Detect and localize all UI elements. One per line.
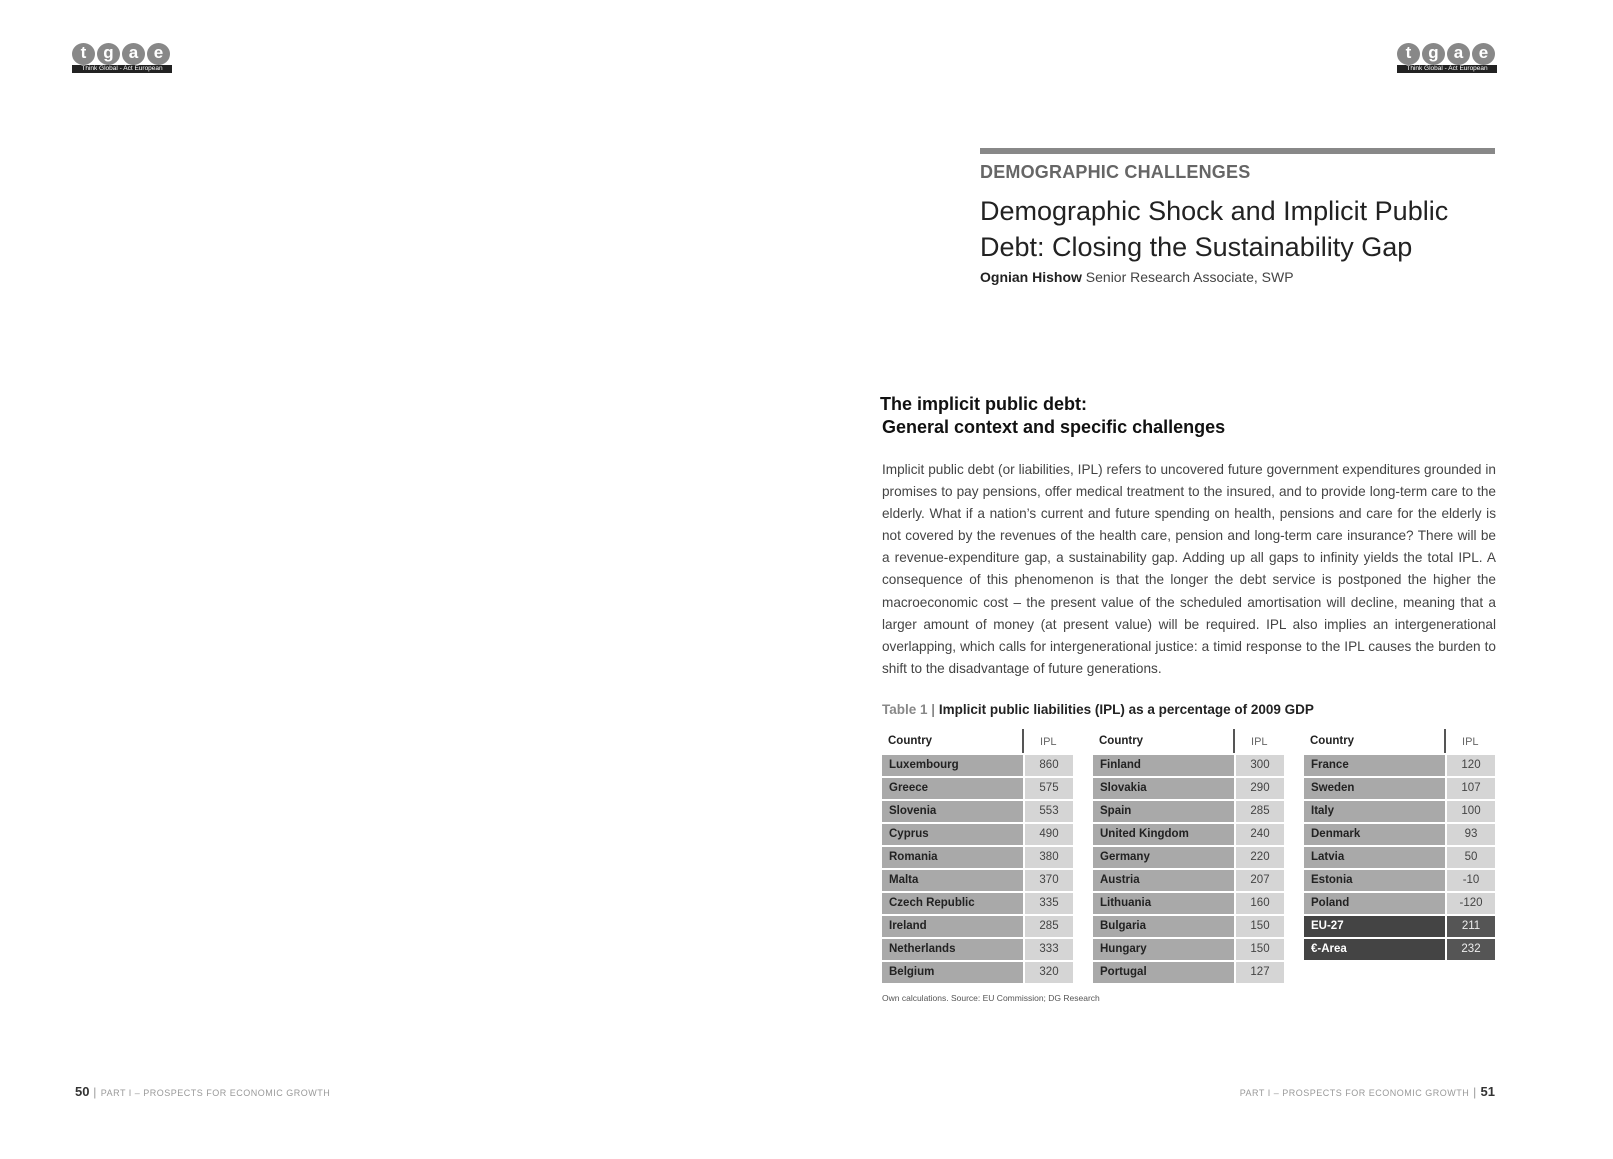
country-cell: €-Area: [1304, 939, 1445, 960]
table-row: [882, 824, 1073, 845]
tgae-logo-left: t g a e Think Global - Act European: [72, 43, 172, 75]
table-row: [882, 916, 1073, 937]
body-paragraph: Implicit public debt (or liabilities, IPL) refers to uncovered future government expenditures grounded in promises to pay pensions, offer medical treatment to the insured, and to provide long-term care to the elderly. What if a nation’s current and future spending on health, pensions and care for the elderly is not covered by the revenues of the health care, pension and long-term care insurance? There will be a revenue-expenditure gap, a sustainability gap. Adding up all gaps to infinity yields the total IPL. A consequence of this phenomenon is that the longer the debt service is postponed the higher the macroeconomic cost – the present value of the scheduled amortisation will decline, meaning that a larger amount of money (at present value) will be required. IPL also implies an intergenerational overlapping, which calls for intergenerational justice: a timid response to the IPL causes the burden to shift to the disadvantage of future generations.: [882, 462, 1496, 676]
ipl-cell: 120: [1447, 755, 1495, 776]
table-row: [1304, 847, 1495, 868]
country-cell: Lithuania: [1093, 893, 1234, 914]
ipl-tables: [882, 729, 1496, 983]
table-row: [1304, 778, 1495, 799]
country-cell: Spain: [1093, 801, 1234, 822]
table-row: [1093, 755, 1284, 776]
country-cell: Slovenia: [882, 801, 1023, 822]
ipl-cell: 290: [1236, 778, 1284, 799]
country-cell: Luxembourg: [882, 755, 1023, 776]
footer-left: 50 | PART I – PROSPECTS FOR ECONOMIC GROWTH: [75, 1084, 331, 1099]
section-rule: [980, 148, 1495, 154]
ipl-cell: 860: [1025, 755, 1073, 776]
tgae-logo-right: t g a e Think Global - Act European: [1397, 43, 1497, 75]
country-cell: France: [1304, 755, 1445, 776]
ipl-cell: 285: [1236, 801, 1284, 822]
country-cell: Portugal: [1093, 962, 1234, 983]
country-cell: Belgium: [882, 962, 1023, 983]
table-header: Country IPL: [1304, 729, 1495, 753]
country-cell: Romania: [882, 847, 1023, 868]
article-title: Demographic Shock and Implicit Public Debt: Closing the Sustainability Gap: [980, 196, 1449, 262]
table-row: [882, 870, 1073, 891]
table-row: [1304, 824, 1495, 845]
author-line: Ognian Hishow Senior Research Associate, SWP: [980, 269, 1294, 285]
ipl-cell: 211: [1447, 916, 1495, 937]
table-row: [882, 778, 1073, 799]
ipl-cell: 553: [1025, 801, 1073, 822]
table-row: [1304, 870, 1495, 891]
article-body: [880, 393, 1496, 1003]
country-cell: Sweden: [1304, 778, 1445, 799]
ipl-cell: 107: [1447, 778, 1495, 799]
table-row: [1093, 824, 1284, 845]
ipl-table-1: [882, 729, 1073, 983]
country-cell: Hungary: [1093, 939, 1234, 960]
country-cell: Cyprus: [882, 824, 1023, 845]
table-row: [1093, 962, 1284, 983]
country-cell: United Kingdom: [1093, 824, 1234, 845]
country-cell: Poland: [1304, 893, 1445, 914]
ipl-cell: 50: [1447, 847, 1495, 868]
ipl-cell: 370: [1025, 870, 1073, 891]
footer-right: PART I – PROSPECTS FOR ECONOMIC GROWTH | 51: [1239, 1084, 1495, 1099]
subheading: The implicit public debt: General context and specific challenges: [880, 394, 1226, 437]
table-row: [1093, 847, 1284, 868]
ipl-cell: 100: [1447, 801, 1495, 822]
ipl-cell: 232: [1447, 939, 1495, 960]
table-header: Country IPL: [882, 729, 1073, 753]
table-row: [882, 962, 1073, 983]
country-cell: Finland: [1093, 755, 1234, 776]
ipl-cell: 160: [1236, 893, 1284, 914]
ipl-cell: 320: [1025, 962, 1073, 983]
table-row: [1093, 893, 1284, 914]
table-row: [1304, 755, 1495, 776]
table-caption: Table 1 | Implicit public liabilities (IPL) as a percentage of 2009 GDP: [882, 701, 1314, 717]
ipl-cell: 380: [1025, 847, 1073, 868]
ipl-cell: 285: [1025, 916, 1073, 937]
country-cell: Netherlands: [882, 939, 1023, 960]
country-cell: Germany: [1093, 847, 1234, 868]
ipl-cell: 335: [1025, 893, 1073, 914]
country-cell: Ireland: [882, 916, 1023, 937]
table-row: [882, 939, 1073, 960]
country-cell: Italy: [1304, 801, 1445, 822]
table-row: [1093, 801, 1284, 822]
ipl-table-2: [1093, 729, 1284, 983]
table-row: [1304, 893, 1495, 914]
country-cell: Malta: [882, 870, 1023, 891]
table-row: [1093, 870, 1284, 891]
table-row: [882, 847, 1073, 868]
ipl-cell: 220: [1236, 847, 1284, 868]
table-row: [882, 893, 1073, 914]
ipl-cell: 575: [1025, 778, 1073, 799]
table-row: [1304, 939, 1495, 960]
country-cell: Czech Republic: [882, 893, 1023, 914]
table-row: [1093, 916, 1284, 937]
ipl-cell: 93: [1447, 824, 1495, 845]
table-row: [1304, 801, 1495, 822]
ipl-cell: 300: [1236, 755, 1284, 776]
section-label: DEMOGRAPHIC CHALLENGES: [980, 162, 1251, 182]
ipl-table-3: [1304, 729, 1495, 983]
ipl-cell: 333: [1025, 939, 1073, 960]
article-header: [980, 148, 1495, 285]
table-source: Own calculations. Source: EU Commission; DG Research: [882, 992, 1100, 1003]
country-cell: Latvia: [1304, 847, 1445, 868]
ipl-cell: -10: [1447, 870, 1495, 891]
country-cell: Estonia: [1304, 870, 1445, 891]
country-cell: Slovakia: [1093, 778, 1234, 799]
country-cell: EU-27: [1304, 916, 1445, 937]
table-row: [1304, 916, 1495, 937]
table-row: [1093, 939, 1284, 960]
table-row: [1093, 778, 1284, 799]
table-row: [882, 755, 1073, 776]
ipl-cell: 207: [1236, 870, 1284, 891]
ipl-cell: 490: [1025, 824, 1073, 845]
country-cell: Bulgaria: [1093, 916, 1234, 937]
table-row: [882, 801, 1073, 822]
country-cell: Greece: [882, 778, 1023, 799]
ipl-cell: 240: [1236, 824, 1284, 845]
ipl-cell: 150: [1236, 939, 1284, 960]
table-header: Country IPL: [1093, 729, 1284, 753]
ipl-cell: 150: [1236, 916, 1284, 937]
ipl-cell: 127: [1236, 962, 1284, 983]
country-cell: Austria: [1093, 870, 1234, 891]
country-cell: Denmark: [1304, 824, 1445, 845]
ipl-cell: -120: [1447, 893, 1495, 914]
